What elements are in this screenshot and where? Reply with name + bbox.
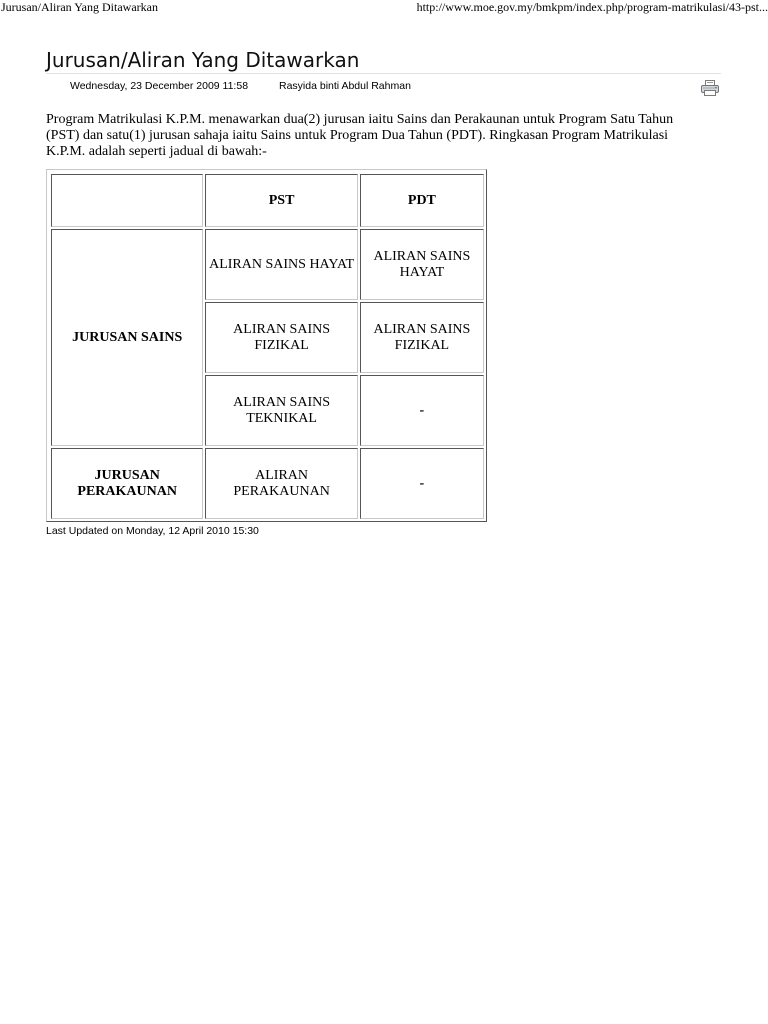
title-divider xyxy=(46,73,721,74)
table-corner-cell xyxy=(51,174,203,227)
pst-sains-teknikal: ALIRAN SAINS TEKNIKAL xyxy=(205,375,357,446)
printer-icon[interactable] xyxy=(701,80,719,96)
jurusan-sains-label: JURUSAN SAINS xyxy=(51,229,203,446)
program-table-frame xyxy=(46,169,487,522)
pst-sains-fizikal: ALIRAN SAINS FIZIKAL xyxy=(205,302,357,373)
intro-paragraph: Program Matrikulasi K.P.M. menawarkan dua(2) jurusan iaitu Sains dan Perakaunan untuk Program Satu Tahun (PST) dan satu(1) jurusan sahaja iaitu Sains untuk Program Dua Tahun (PDT). Ringkasan Program Matrikulasi K.P.M. adalah seperti jadual di bawah:- xyxy=(46,112,674,159)
table-header-row xyxy=(51,174,484,227)
pdt-perakaunan: - xyxy=(360,448,484,519)
print-header-url: http://www.moe.gov.my/bmkpm/index.php/program-matrikulasi/43-pst... xyxy=(416,0,768,14)
pdt-sains-fizikal: ALIRAN SAINS FIZIKAL xyxy=(360,302,484,373)
last-updated: Last Updated on Monday, 12 April 2010 15:30 xyxy=(46,525,259,537)
jurusan-perakaunan-label: JURUSAN PERAKAUNAN xyxy=(51,448,203,519)
header-pdt: PDT xyxy=(360,174,484,227)
table-row xyxy=(51,448,484,519)
header-pst: PST xyxy=(205,174,357,227)
pdt-sains-hayat: ALIRAN SAINS HAYAT xyxy=(360,229,484,300)
table-row xyxy=(51,229,484,300)
article-author: Rasyida binti Abdul Rahman xyxy=(279,80,411,92)
article-date: Wednesday, 23 December 2009 11:58 xyxy=(70,80,249,92)
print-header xyxy=(0,0,768,16)
pst-perakaunan: ALIRAN PERAKAUNAN xyxy=(205,448,357,519)
program-table xyxy=(49,172,486,521)
page-title: Jurusan/Aliran Yang Ditawarkan xyxy=(46,48,360,72)
print-header-title: Jurusan/Aliran Yang Ditawarkan xyxy=(1,0,158,14)
pdt-sains-teknikal: - xyxy=(360,375,484,446)
pst-sains-hayat: ALIRAN SAINS HAYAT xyxy=(205,229,357,300)
